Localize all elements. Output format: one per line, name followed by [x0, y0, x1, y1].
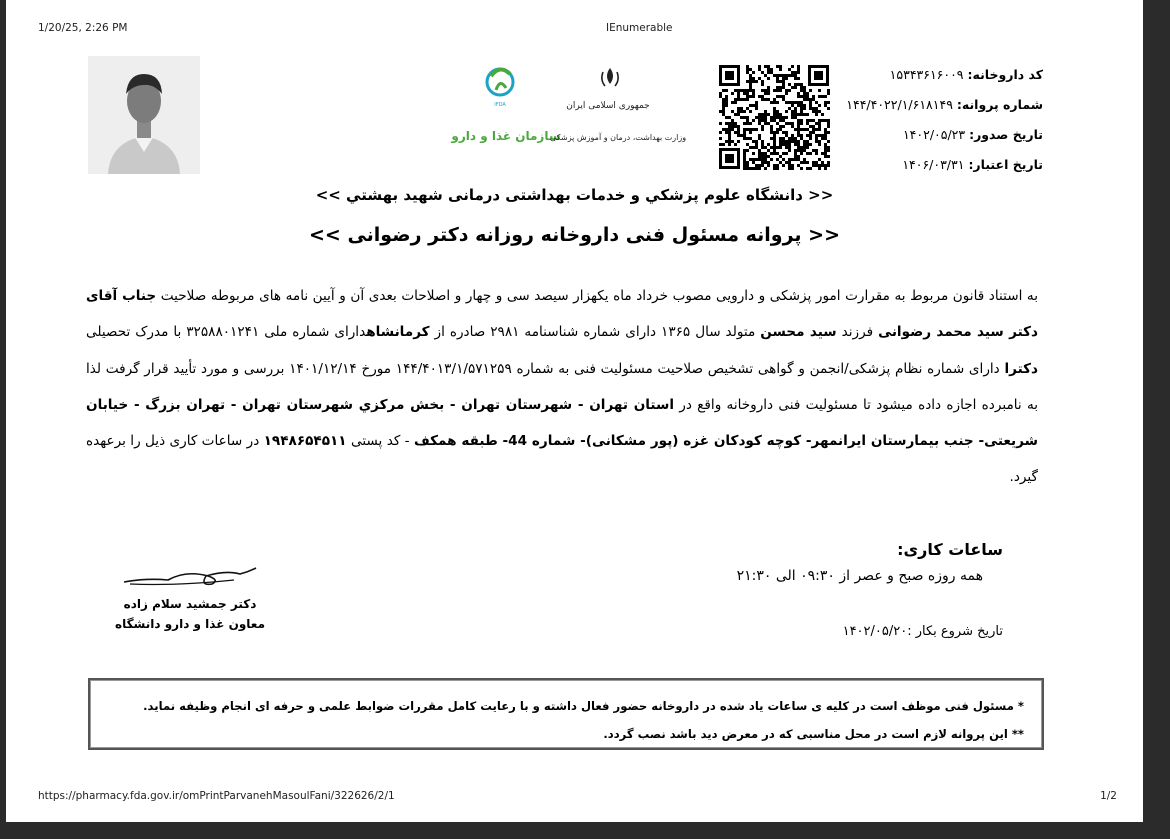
- person-photo-icon: [88, 56, 200, 174]
- signatory-block: [110, 594, 270, 634]
- pharmacy-address: استان تهران - شهرستان تهران - بخش مرکزي شهرستان تهران - تهران بزرگ - خیابان شریعتی- جنب بیمارستان ایرانمهر- کوچه کودکان غزه (پور مشکانی)- شماره 44- طبقه همکف: [86, 396, 1038, 450]
- postal-code: ۱۹۴۸۶۵۴۵۱۱: [263, 433, 347, 450]
- print-url: https://pharmacy.fda.gov.ir/omPrintParvanehMasoulFani/322626/2/1: [38, 790, 395, 802]
- signature: [116, 564, 266, 598]
- ministry-line1-text: جمهوری اسلامی ایران: [566, 101, 650, 111]
- notice-box: [88, 678, 1044, 750]
- fda-logo-icon: [451, 60, 687, 155]
- pharmacy-code-row: [823, 60, 1043, 90]
- license-info-block: [823, 60, 1043, 180]
- license-holder-photo: [88, 56, 200, 174]
- start-date: [843, 624, 1003, 639]
- license-title: << پروانه مسئول فنی داروخانه روزانه دکتر رضوانی >>: [308, 224, 840, 246]
- start-date-value: ۱۴۰۲/۰۵/۲۰: [842, 624, 908, 639]
- license-number-row: [823, 90, 1043, 120]
- license-body-paragraph: [86, 278, 1038, 496]
- header-logos: [451, 60, 687, 155]
- body-text-3: متولد سال ۱۳۶۵ دارای شماره شناسنامه ۲۹۸۱ صادره از: [434, 324, 756, 341]
- document-page: [6, 0, 1143, 822]
- working-hours-text: همه روزه صبح و عصر از ۰۹:۳۰ الی ۲۱:۳۰: [736, 568, 983, 584]
- validity-date-value: ۱۴۰۶/۰۳/۳۱: [902, 157, 965, 172]
- iran-emblem-icon: [602, 68, 618, 86]
- working-hours-title: ساعات کاری:: [897, 540, 1003, 559]
- svg-text:IFDA: IFDA: [494, 102, 506, 108]
- notice-line-1: * مسئول فنی موظف است در کلیه ی ساعات یاد شده در داروخانه حضور فعال داشته و با رعایت کامل مقررات ضوابط علمی و حرفه ای انجام وظیفه نماید.: [143, 699, 1024, 713]
- signatory-title: معاون غذا و دارو دانشگاه: [114, 617, 266, 631]
- issue-date-row: [823, 120, 1043, 150]
- issue-date-value: ۱۴۰۲/۰۵/۲۳: [902, 127, 966, 142]
- body-text-2: فرزند: [841, 324, 874, 341]
- father-name: سید محسن: [760, 324, 837, 341]
- body-text-1: به استناد قانون مربوط به مقرارت امور پزشکی و دارویی مصوب خرداد ماه یکهزار سیصد سی و چهار و اصلاحات بعدی آن و آیین نامه های مربوطه صلاحیت: [160, 288, 1038, 304]
- degree: دکترا: [1004, 360, 1038, 377]
- pharmacy-code-value: ۱۵۳۴۳۶۱۶۰۰۹: [889, 67, 964, 82]
- print-page-number: 1/2: [1100, 790, 1117, 802]
- qr-code-icon: [718, 64, 832, 168]
- birth-city: کرمانشاه: [366, 324, 430, 341]
- signatory-name: دکتر جمشید سلام زاده: [123, 597, 257, 611]
- qr-code: [718, 64, 832, 168]
- body-text-4: دارای شماره ملی ۳۲۵۸۸۰۱۲۴۱ با مدرک تحصیلی: [86, 324, 367, 341]
- notice-line-2: ** این پروانه لازم است در محل مناسبی که در معرض دید باشد نصب گردد.: [603, 727, 1024, 741]
- body-text-5: دارای شماره نظام پزشکی/انجمن و گواهی تشخیص صلاحیت مسئولیت فنی به شماره ۱۴۴/۴۰۱۳/۱/۵۷۱۲۵۹ مورخ ۱۴۰۱/۱۲/۱۴ بررسی و مورد تأیید قرار گرفت لذا به نامبرده اجازه داده میشود تا مسئولیت فنی داروخانه واقع در: [86, 360, 1039, 413]
- body-text-7: در ساعات کاری ذیل را برعهده گیرد.: [86, 433, 1038, 486]
- validity-date-label: تاریخ اعتبار:: [968, 157, 1043, 172]
- body-text-6: - کد پستی: [350, 433, 410, 450]
- fda-name-text: سازمان غذا و دارو: [451, 129, 561, 143]
- university-title: << دانشگاه علوم پزشکي و خدمات بهداشتی درمانی شهيد بهشتي >>: [315, 186, 834, 204]
- print-page-title: IEnumerable: [606, 22, 673, 34]
- print-timestamp: 1/20/25, 2:26 PM: [38, 22, 128, 34]
- ministry-line2-text: وزارت بهداشت، درمان و آموزش پزشکی: [549, 133, 687, 142]
- validity-date-row: [823, 150, 1043, 180]
- license-number-value: ۱۴۴/۴۰۲۲/۱/۶۱۸۱۴۹: [846, 97, 953, 112]
- holder-name: جناب آقای دکتر سید محمد رضوانی: [86, 288, 1039, 341]
- issue-date-label: تاریخ صدور:: [969, 127, 1043, 142]
- pharmacy-code-label: کد داروخانه:: [967, 67, 1043, 82]
- signature-icon: [116, 564, 266, 598]
- start-date-label: تاریخ شروع بکار :: [907, 624, 1003, 639]
- license-number-label: شماره پروانه:: [956, 97, 1043, 112]
